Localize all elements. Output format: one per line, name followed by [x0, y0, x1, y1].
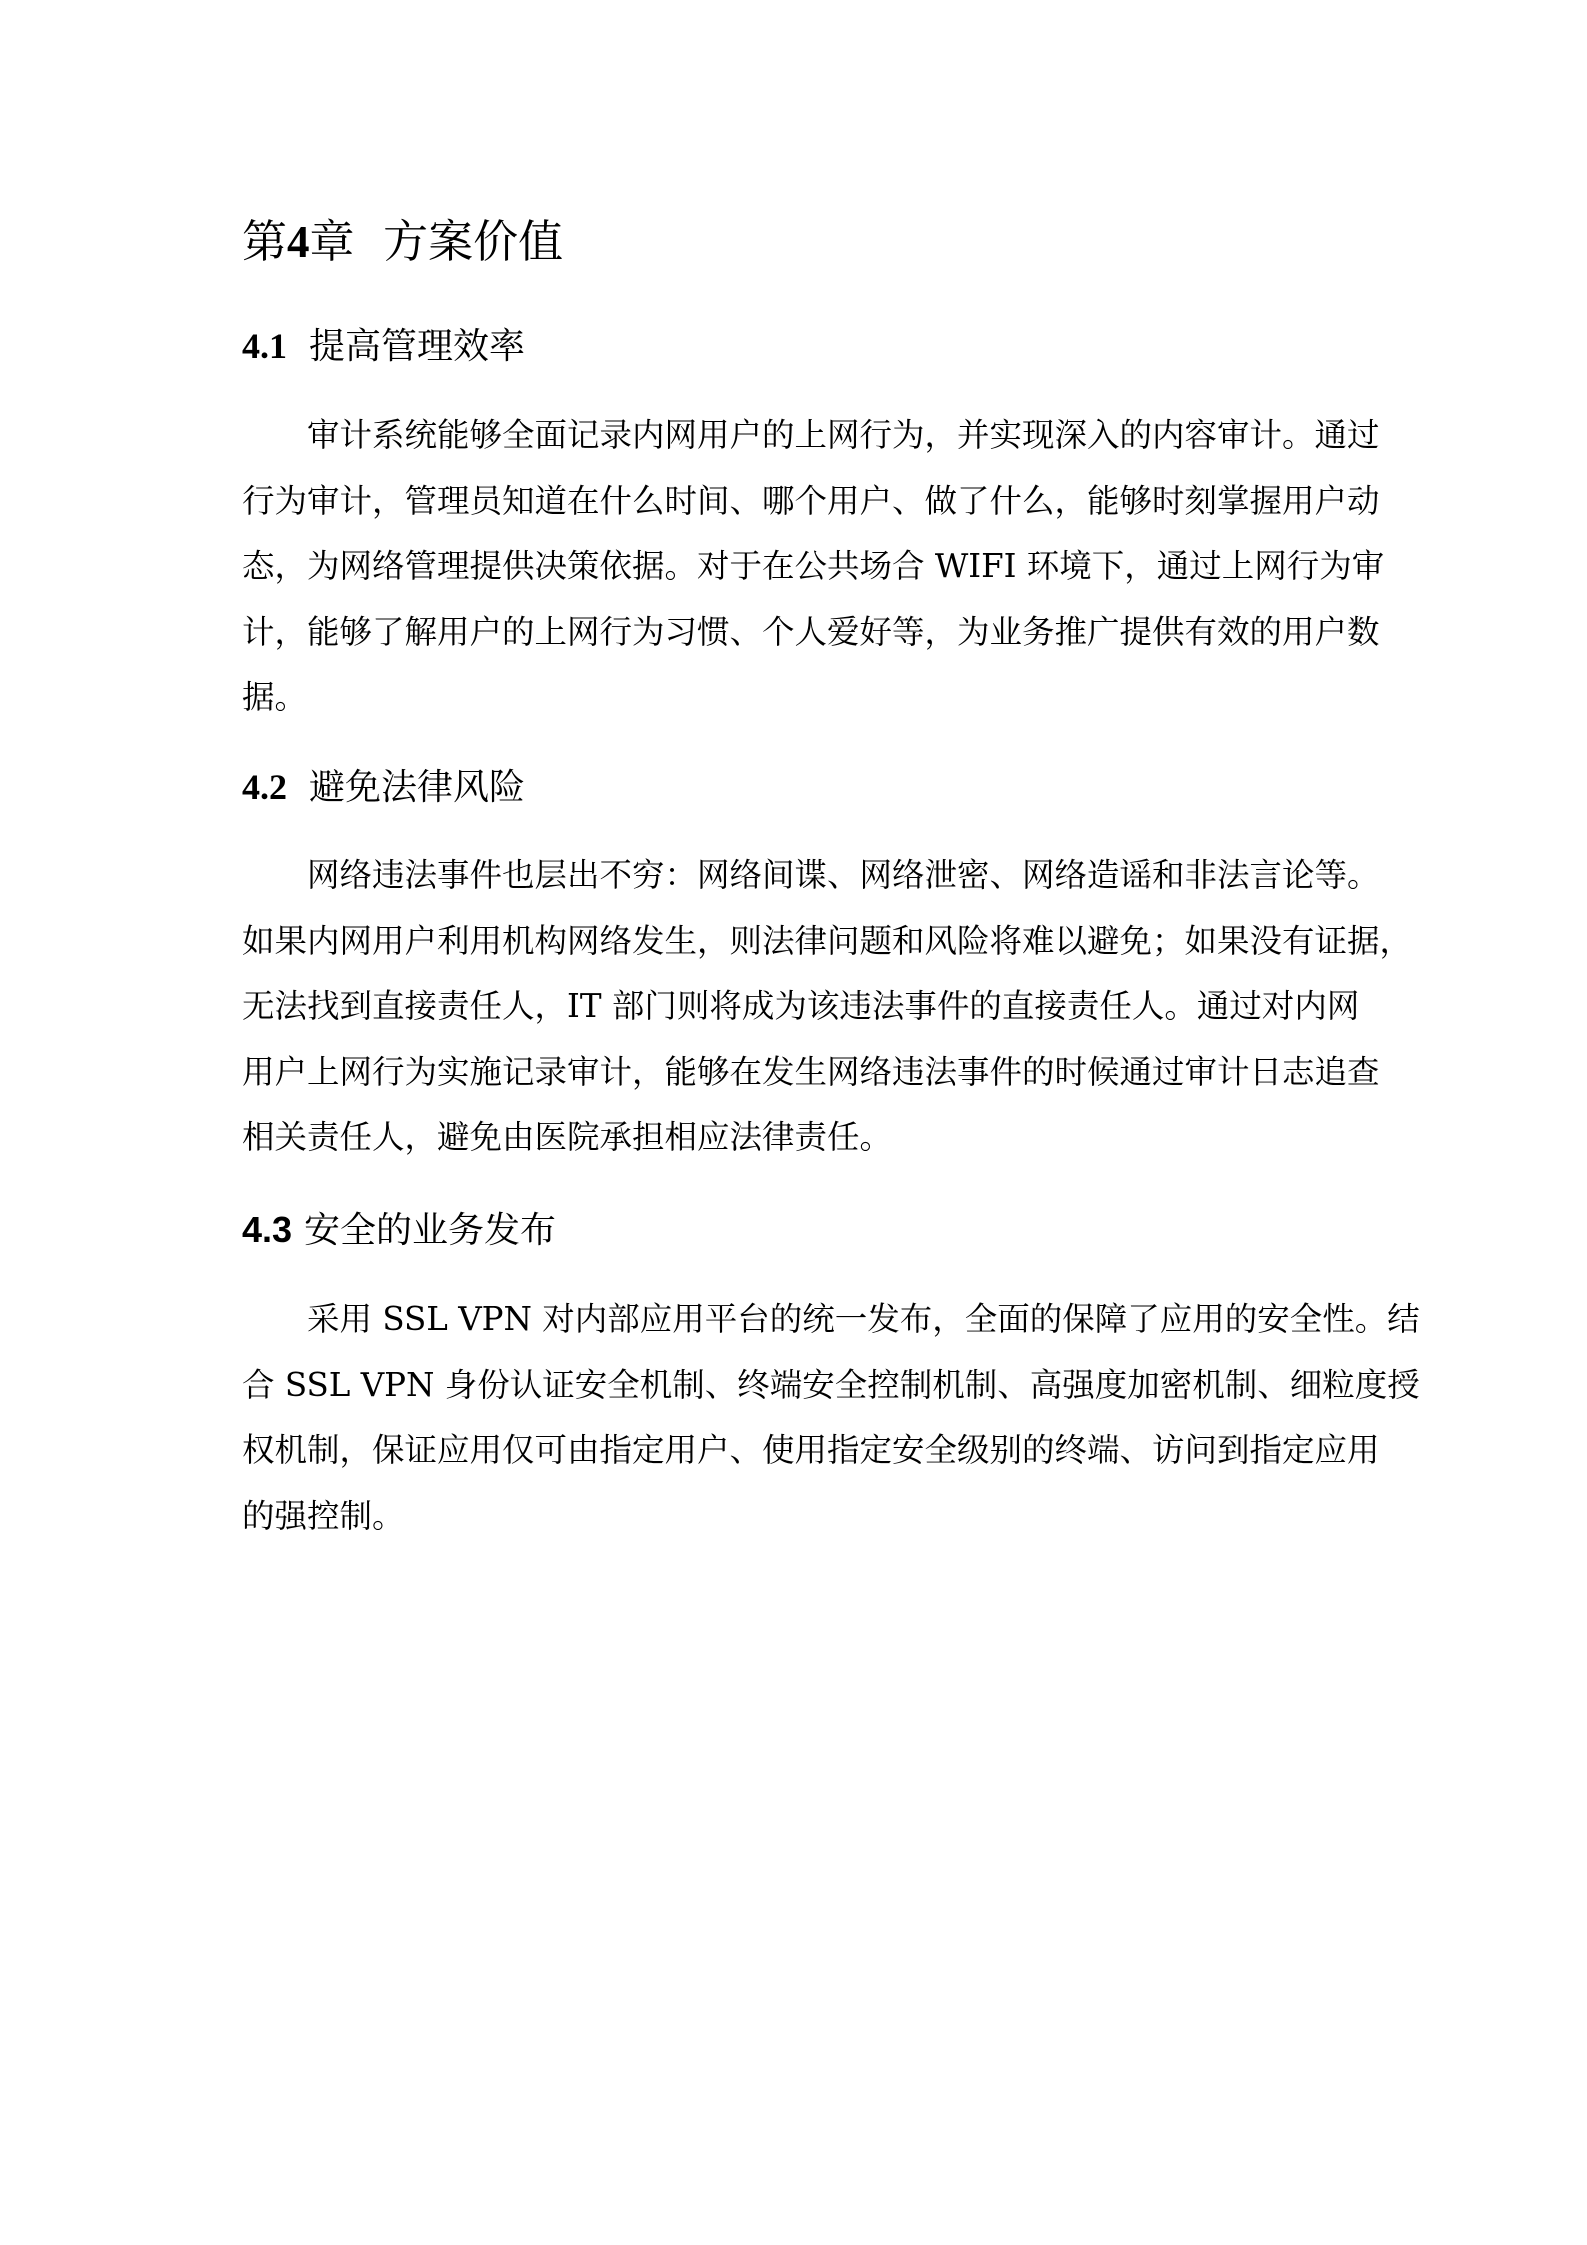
section-title: 安全的业务发布: [304, 1210, 557, 1251]
text-line: 相关责任人，避免由医院承担相应法律责任。: [242, 1118, 893, 1156]
paragraph-4-3: [242, 1287, 1420, 1549]
chapter-name: 方案价值: [383, 215, 564, 268]
section-number: 4.1: [242, 326, 287, 366]
text-line: 如果内网用户利用机构网络发生，则法律问题和风险将难以避免；如果没有证据，: [242, 921, 1413, 960]
chapter-suffix: 章: [309, 215, 355, 268]
text-line: 审计系统能够全面记录内网用户的上网行为，并实现深入的内容审计。通过: [307, 416, 1380, 454]
chapter-prefix: 第: [242, 215, 288, 268]
section-title: 避免法律风险: [309, 767, 526, 808]
section-title: 提高管理效率: [309, 326, 526, 367]
text-line: 用户上网行为实施记录审计，能够在发生网络违法事件的时候通过审计日志追查: [242, 1052, 1380, 1091]
text-line: 态，为网络管理提供决策依据。对于在公共场合 WIFI 环境下，通过上网行为审: [242, 547, 1385, 585]
text-line: 的强控制。: [242, 1496, 405, 1535]
paragraph-4-1: [242, 403, 1385, 731]
chapter-title: [242, 205, 563, 270]
text-line: 计，能够了解用户的上网行为习惯、个人爱好等，为业务推广提供有效的用户数: [242, 612, 1380, 651]
text-line: 采用 SSL VPN 对内部应用平台的统一发布，全面的保障了应用的安全性。结: [307, 1300, 1420, 1338]
section-number: 4.3: [242, 1209, 293, 1250]
text-line: 无法找到直接责任人，IT 部门则将成为该违法事件的直接责任人。通过对内网: [242, 987, 1360, 1025]
section-number: 4.2: [242, 767, 287, 807]
chapter-number: 4: [287, 217, 310, 267]
text-line: 据。: [242, 678, 308, 716]
text-line: 网络违法事件也层出不穷：网络间谍、网络泄密、网络造谣和非法言论等。: [307, 856, 1380, 894]
text-line: 权机制，保证应用仅可由指定用户、使用指定安全级别的终端、访问到指定应用: [242, 1431, 1380, 1469]
text-line: 行为审计，管理员知道在什么时间、哪个用户、做了什么，能够时刻掌握用户动: [242, 481, 1380, 520]
paragraph-4-2: [242, 843, 1413, 1171]
text-line: 合 SSL VPN 身份认证安全机制、终端安全控制机制、高强度加密机制、细粒度授: [242, 1365, 1420, 1404]
section-heading-4-1: [242, 318, 525, 369]
section-heading-4-3: [242, 1202, 556, 1253]
section-heading-4-2: [242, 759, 525, 810]
